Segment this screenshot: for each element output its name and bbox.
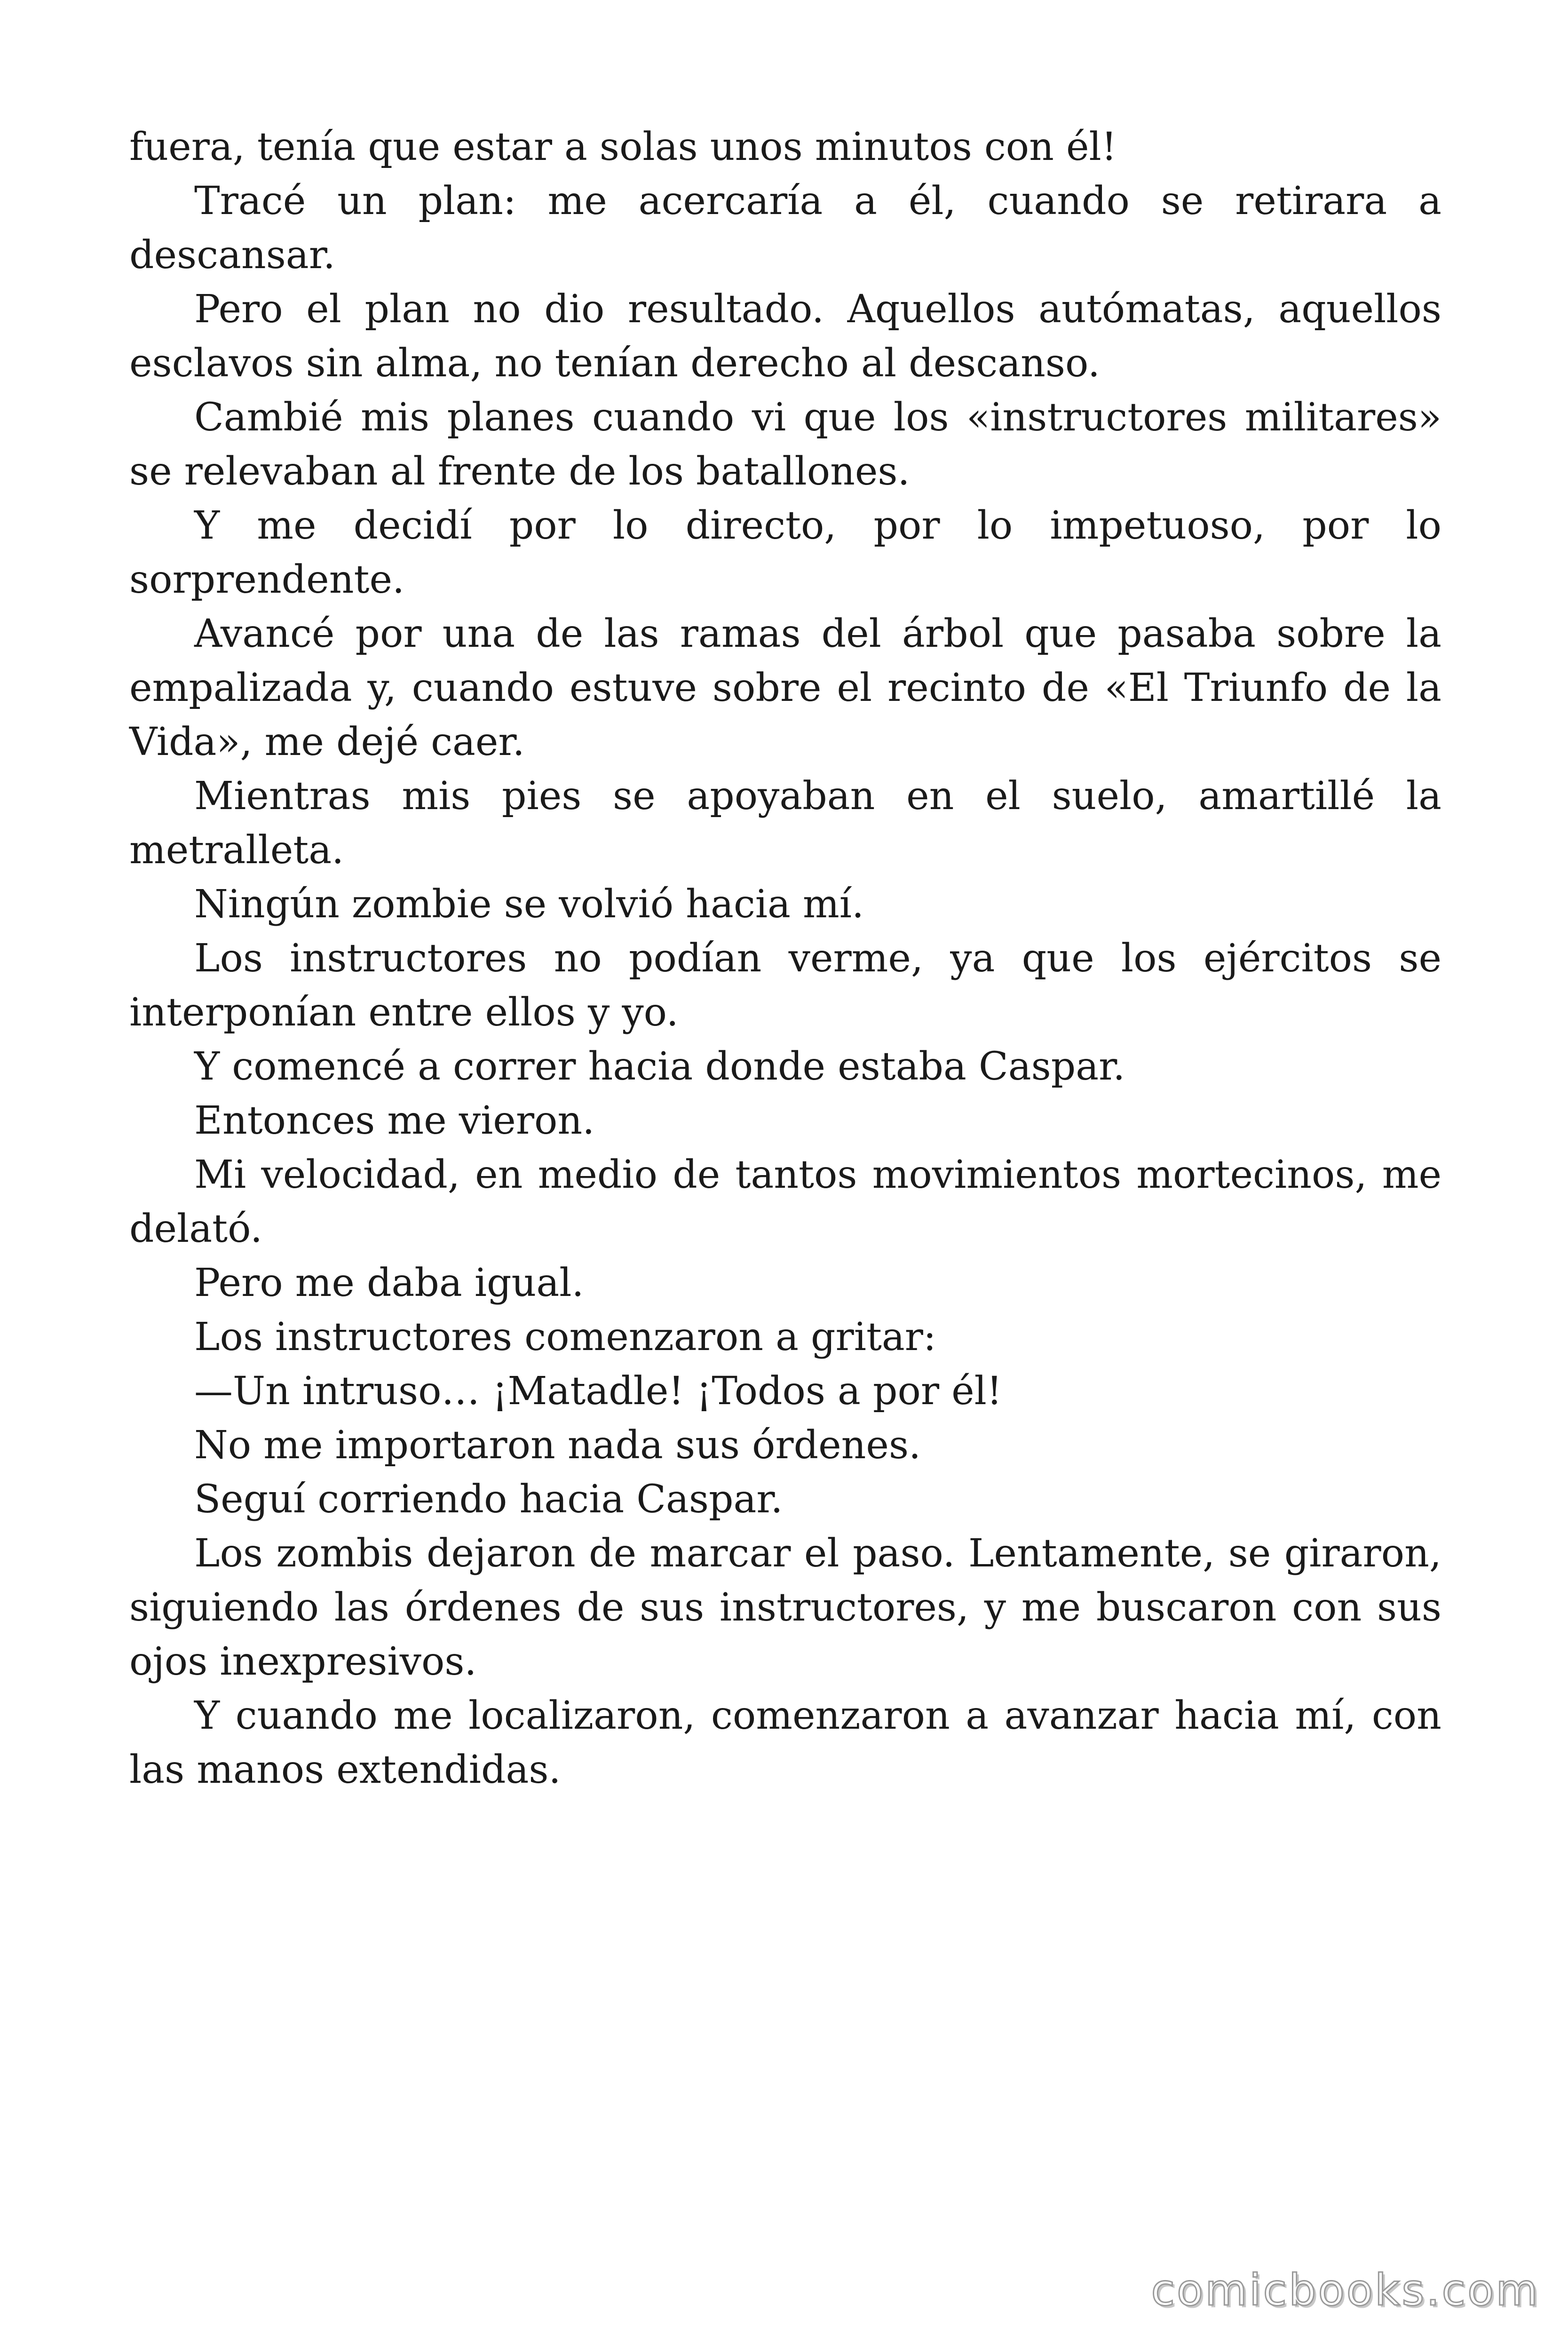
paragraph: Ningún zombie se volvió hacia mí. <box>194 882 864 927</box>
paragraph: No me importaron nada sus órdenes. <box>194 1423 921 1468</box>
paragraph: Entonces me vieron. <box>194 1098 595 1143</box>
paragraph: Y comencé a correr hacia donde estaba Caspar. <box>194 1044 1125 1089</box>
paragraph: Mientras mis pies se apoyaban en el suelo, amartillé la metralleta. <box>129 774 1441 873</box>
paragraph: Cambié mis planes cuando vi que los «instructores militares» se relevaban al frente de los batallones. <box>129 395 1441 494</box>
paragraph: Pero me daba igual. <box>194 1261 584 1305</box>
paragraph: Los zombis dejaron de marcar el paso. Lentamente, se giraron, siguiendo las órdenes de sus instructores, y me buscaron con sus ojos inexpresivos. <box>129 1531 1441 1684</box>
paragraph: Avancé por una de las ramas del árbol que pasaba sobre la empalizada y, cuando estuve sobre el recinto de «El Triunfo de la Vida», me dejé caer. <box>129 612 1441 764</box>
page-text-body <box>129 120 1441 1797</box>
watermark: comicbooks.com <box>1151 2265 1540 2315</box>
paragraph: Y cuando me localizaron, comenzaron a avanzar hacia mí, con las manos extendidas. <box>129 1693 1441 1792</box>
paragraph: Pero el plan no dio resultado. Aquellos autómatas, aquellos esclavos sin alma, no tenían derecho al descanso. <box>129 287 1441 386</box>
paragraph: Y me decidí por lo directo, por lo impetuoso, por lo sorprendente. <box>129 503 1441 602</box>
paragraph: Mi velocidad, en medio de tantos movimientos mortecinos, me delató. <box>129 1152 1441 1251</box>
paragraph: fuera, tenía que estar a solas unos minutos con él! <box>129 125 1117 169</box>
paragraph: Tracé un plan: me acercaría a él, cuando se retirara a descansar. <box>129 179 1441 278</box>
paragraph: Los instructores comenzaron a gritar: <box>194 1315 936 1359</box>
paragraph: Seguí corriendo hacia Caspar. <box>194 1477 783 1522</box>
paragraph: Los instructores no podían verme, ya que los ejércitos se interponían entre ellos y yo. <box>129 936 1441 1035</box>
paragraph: —Un intruso… ¡Matadle! ¡Todos a por él! <box>194 1369 1002 1414</box>
